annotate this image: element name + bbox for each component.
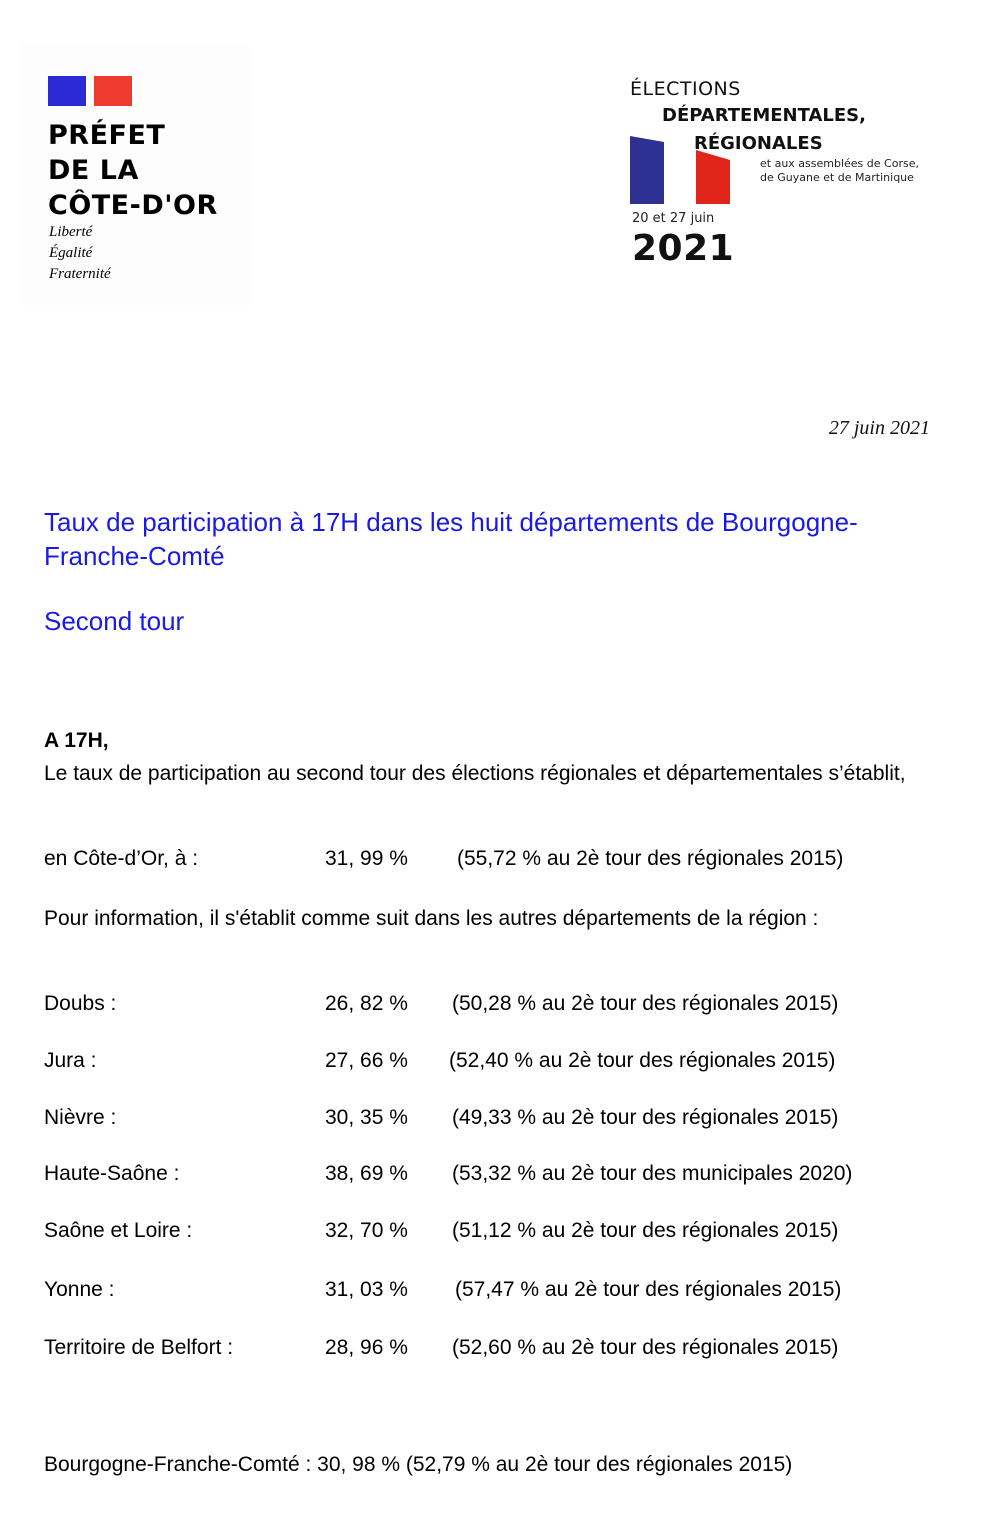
reference-rate: (50,28 % au 2è tour des régionales 2015) [452, 992, 839, 1015]
elections-logo [620, 74, 960, 274]
participation-rate: 27, 66 % [325, 1049, 408, 1072]
reference-rate: (57,47 % au 2è tour des régionales 2015) [455, 1278, 842, 1301]
department-name: Yonne : [44, 1278, 115, 1301]
motto-fraternite: Fraternité [49, 266, 111, 282]
reference-rate: (51,12 % au 2è tour des régionales 2015) [452, 1219, 839, 1242]
main-department-row [44, 847, 964, 877]
department-name: Saône et Loire : [44, 1219, 193, 1242]
republic-motto [49, 222, 111, 285]
department-row [44, 1106, 964, 1136]
department-name: Nièvre : [44, 1106, 117, 1129]
document-subtitle: Second tour [44, 606, 185, 636]
reference-rate: (53,32 % au 2è tour des municipales 2020) [452, 1162, 853, 1185]
assemblies-label: et aux assemblées de Corse, de Guyane et de Martinique [760, 157, 919, 184]
french-flag-icon [630, 136, 730, 204]
participation-rate: 31, 99 % [325, 847, 408, 870]
department-row [44, 992, 964, 1022]
departementales-label: DÉPARTEMENTALES, [662, 105, 866, 126]
prefecture-logo [20, 44, 250, 306]
participation-rate: 38, 69 % [325, 1162, 408, 1185]
participation-rate: 30, 35 % [325, 1106, 408, 1129]
department-row [44, 1162, 964, 1192]
department-name: Doubs : [44, 992, 117, 1015]
participation-rate: 26, 82 % [325, 992, 408, 1015]
document-title: Taux de participation à 17H dans les huit départements de Bourgogne-Franche-Comté [44, 507, 858, 571]
info-paragraph: Pour information, il s'établit comme suit dans les autres départements de la région : [44, 907, 819, 930]
marianne-flag-icon [48, 76, 132, 106]
department-row [44, 1049, 964, 1079]
participation-rate: 31, 03 % [325, 1278, 408, 1301]
reference-rate: (52,40 % au 2è tour des régionales 2015) [449, 1049, 836, 1072]
department-row [44, 1278, 964, 1308]
intro-paragraph: Le taux de participation au second tour des élections régionales et départementales s’établit, [44, 762, 906, 785]
department-name: Haute-Saône : [44, 1162, 180, 1185]
department-row [44, 1219, 964, 1249]
motto-liberte: Liberté [49, 224, 93, 240]
election-year: 2021 [632, 228, 735, 269]
prefecture-title: PRÉFET DE LA CÔTE-D'OR [48, 120, 218, 221]
motto-egalite: Égalité [49, 245, 93, 261]
reference-rate: (55,72 % au 2è tour des régionales 2015) [457, 847, 844, 870]
lead-heading: A 17H, [44, 729, 109, 752]
department-row [44, 1336, 964, 1366]
reference-rate: (49,33 % au 2è tour des régionales 2015) [452, 1106, 839, 1129]
region-total: Bourgogne-Franche-Comté : 30, 98 % (52,79 % au 2è tour des régionales 2015) [44, 1453, 793, 1476]
reference-rate: (52,60 % au 2è tour des régionales 2015) [452, 1336, 839, 1359]
department-name: Jura : [44, 1049, 97, 1072]
department-name: Territoire de Belfort : [44, 1336, 234, 1359]
participation-rate: 32, 70 % [325, 1219, 408, 1242]
regionales-label: RÉGIONALES [694, 133, 823, 154]
document-date: 27 juin 2021 [828, 417, 930, 439]
department-name: en Côte-d’Or, à : [44, 847, 199, 870]
elections-label: ÉLECTIONS [630, 78, 741, 100]
participation-rate: 28, 96 % [325, 1336, 408, 1359]
election-dates: 20 et 27 juin [632, 211, 715, 226]
